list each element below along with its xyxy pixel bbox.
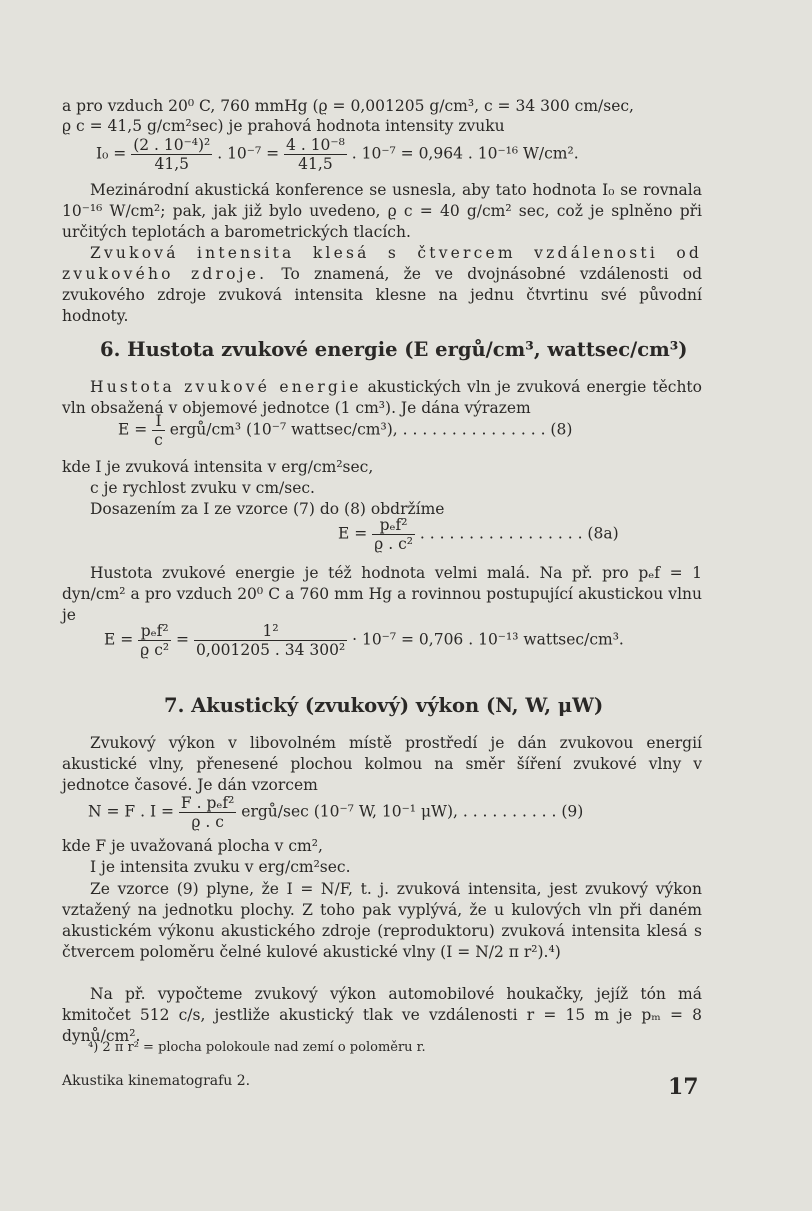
paragraph-rest: akustických vln je zvuková energie těchto vln obsažená v objemové jednotce (1 cm³). Je dána výrazem <box>62 378 702 417</box>
numerator: 4 . 10⁻⁸ <box>286 136 345 154</box>
fraction <box>138 622 171 659</box>
denominator: ϱ . c² <box>374 535 413 553</box>
denominator: 41,5 <box>154 155 189 173</box>
equation-lhs: N = F . I = <box>88 802 174 821</box>
footnote: ⁴) 2 π r² = plocha polokoule nad zemí o poloměru r. <box>88 1040 426 1055</box>
numerator: (2 . 10⁻⁴)² <box>133 136 211 154</box>
spaced-emphasis: Zvuková intensita klesá s čtvercem vzdálenosti od zvukového zdroje. <box>62 244 702 283</box>
equation-lhs: E = <box>118 420 148 439</box>
running-footer: Akustika kinematografu 2. <box>62 1073 251 1089</box>
section-6-heading: 6. Hustota zvukové energie (E ergů/cm³, wattsec/cm³) <box>100 338 688 361</box>
conference-paragraph: Mezinárodní akustická konference se usnesla, aby tato hodnota I₀ se rovnala 10⁻¹⁶ W/cm²; pak, jak již bylo uvedeno, ϱ c = 40 g/cm² sec, což je splněno při určitých teplotách a barometrických tlacích. <box>62 181 702 241</box>
numerator: I <box>152 412 165 431</box>
example-equation <box>104 622 624 659</box>
equals-sign: = <box>176 630 190 649</box>
threshold-equation <box>96 136 579 173</box>
numerator: F . pₑf² <box>180 794 235 812</box>
fraction <box>152 412 165 449</box>
power-paragraph: Zvukový výkon v libovolném místě prostředí je dán zvukovou energií akustické vlny, přenesené plochou kolmou na směr šíření zvukové vlny v jednotce časové. Je dán vzorcem <box>62 734 702 794</box>
where-line-2: I je intensita zvuku v erg/cm²sec. <box>90 858 351 876</box>
intensity-paragraph: Ze vzorce (9) plyne, že I = N/F, t. j. zvuková intensita, jest zvukový výkon vztažený na jednotku plochy. Z toho pak vyplývá, že u kulových vln při daném akustickém výkonu akustického zdroje (reproduktoru) zvuková intensita klesá s čtvercem poloměru čelné kulové akustické vlny (I = N/2 π r²).⁴) <box>62 880 702 961</box>
equation-8 <box>118 412 572 449</box>
section-7-heading: 7. Akustický (zvukový) výkon (N, W, μW) <box>164 694 604 717</box>
page-number: 17 <box>668 1074 699 1100</box>
where-line-2: c je rychlost zvuku v cm/sec. <box>90 479 315 497</box>
fraction <box>194 622 347 659</box>
where-line-1: kde I je zvuková intensita v erg/cm²sec, <box>62 458 374 476</box>
fraction <box>131 136 212 173</box>
equation-rhs: ergů/cm³ (10⁻⁷ wattsec/cm³), . . . . . . . . . . . . . . . (8) <box>169 420 573 439</box>
numerator: pₑf² <box>138 622 171 641</box>
equation-9 <box>88 794 583 831</box>
denominator: ϱ c² <box>140 641 170 659</box>
denominator: 41,5 <box>298 155 333 173</box>
equation-rhs: . 10⁻⁷ = 0,964 . 10⁻¹⁶ W/cm². <box>351 144 579 163</box>
denominator: c <box>154 431 163 449</box>
equation-mid: . 10⁻⁷ = <box>217 144 280 163</box>
equation-rhs: · 10⁻⁷ = 0,706 . 10⁻¹³ wattsec/cm³. <box>352 630 624 649</box>
fraction <box>284 136 347 173</box>
denominator: 0,001205 . 34 300² <box>195 641 346 659</box>
numerator: 1² <box>194 622 347 641</box>
example-paragraph: Hustota zvukové energie je též hodnota velmi malá. Na př. pro pₑf = 1 dyn/cm² a pro vzduch 20⁰ C a 760 mm Hg a rovinnou postupující akustickou vlnu je <box>62 564 702 624</box>
fraction <box>372 516 415 553</box>
denominator: ϱ . c <box>191 813 224 831</box>
intro-line-2: ϱ c = 41,5 g/cm²sec) je prahová hodnota intensity zvuku <box>62 117 505 135</box>
where-line-1: kde F je uvažovaná plocha v cm², <box>62 837 323 855</box>
horn-example-paragraph: Na př. vypočteme zvukový výkon automobilové houkačky, jejíž tón má kmitočet 512 c/s, jestliže akustický tlak ve vzdálenosti r = 15 m je pₘ = 8 dynů/cm². <box>62 985 702 1045</box>
spaced-emphasis: Hustota zvukové energie <box>90 378 362 396</box>
equation-lhs: I₀ = <box>96 144 127 163</box>
equation-lhs: E = <box>104 630 134 649</box>
equation-lhs: E = <box>338 524 368 543</box>
equation-rhs: . . . . . . . . . . . . . . . . . (8a) <box>419 524 619 543</box>
intro-line-1: a pro vzduch 20⁰ C, 760 mmHg (ϱ = 0,001205 g/cm³, c = 34 300 cm/sec, <box>62 97 634 115</box>
paragraph-rest: To znamená, že ve dvojnásobné vzdálenosti od zvukového zdroje zvuková intensita klesne na jednu čtvrtinu své původní hodnoty. <box>62 265 702 325</box>
equation-8a <box>338 516 619 553</box>
numerator: pₑf² <box>372 516 415 535</box>
substitution-line: Dosazením za I ze vzorce (7) do (8) obdržíme <box>90 500 445 518</box>
distance-paragraph <box>62 243 702 327</box>
fraction <box>179 794 236 831</box>
equation-rhs: ergů/sec (10⁻⁷ W, 10⁻¹ μW), . . . . . . . . . . (9) <box>241 802 584 821</box>
